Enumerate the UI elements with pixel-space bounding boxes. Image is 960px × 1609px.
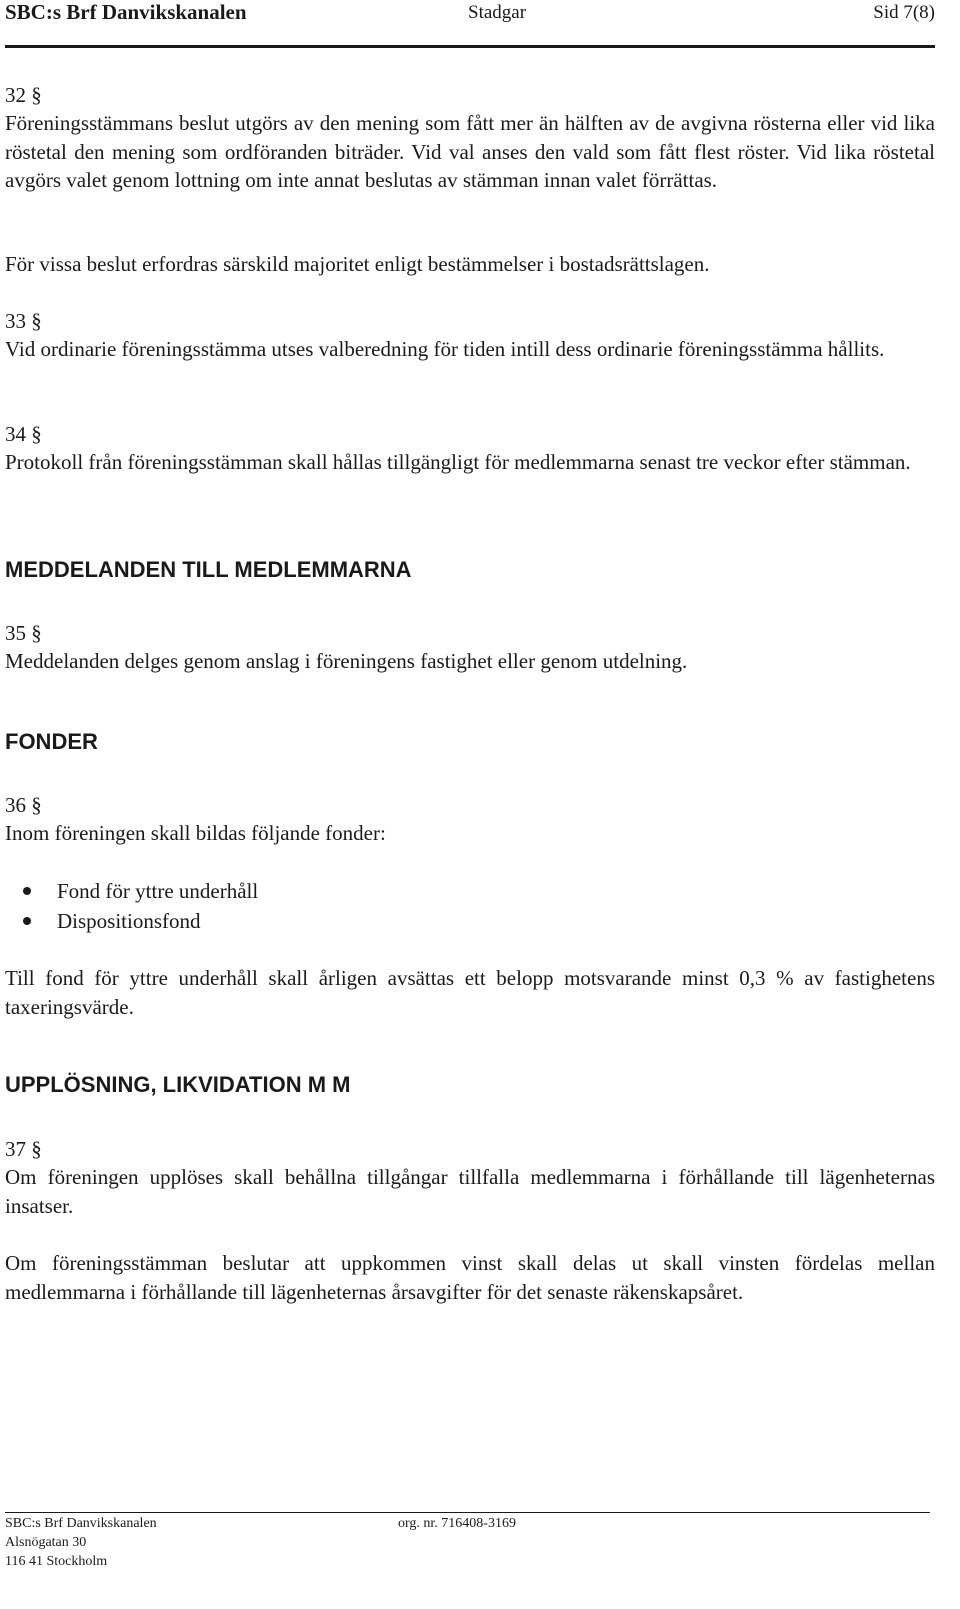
footer-org-number: org. nr. 716408-3169 (398, 1516, 516, 1531)
page-header (5, 0, 935, 48)
bullet-icon (23, 887, 31, 895)
section-33-text: Vid ordinarie föreningsstämma utses valberedning för tiden intill dess ordinarie föreningsstämma hållits. (5, 337, 885, 361)
footer-name: SBC:s Brf Danvikskanalen (5, 1516, 157, 1531)
section-36-text: Till fond för yttre underhåll skall årligen avsättas ett belopp motsvarande minst 0,3 % av fastighetens taxeringsvärde. (5, 966, 935, 1019)
footer-divider (5, 1512, 930, 1513)
section-35-text: Meddelanden delges genom anslag i föreningens fastighet eller genom utdelning. (5, 649, 688, 673)
footer-city: 116 41 Stockholm (5, 1554, 108, 1569)
footer-street: Alsnögatan 30 (5, 1535, 87, 1550)
header-document-type: Stadgar (468, 2, 527, 23)
fund-list (5, 876, 258, 936)
section-number-33: 33 § (5, 309, 42, 333)
section-number-36: 36 § (5, 793, 42, 817)
section-34-text: Protokoll från föreningsstämman skall hållas tillgängligt för medlemmarna senast tre veckor efter stämman. (5, 450, 911, 474)
section-32-paragraph-1: Föreningsstämmans beslut utgörs av den mening som fått mer än hälften av de avgivna rösterna eller vid lika röstetal den mening som ordföranden biträder. Vid val anses den vald som fått flest röster. Vid lika röstetal avgörs valet genom lottning om inte annat beslutas av stämman innan valet förrättas. (5, 111, 935, 192)
heading-upplosning: UPPLÖSNING, LIKVIDATION M M (5, 1072, 351, 1097)
section-36-intro: Inom föreningen skall bildas följande fonder: (5, 821, 386, 845)
list-item: Dispositionsfond (5, 906, 258, 936)
section-37-paragraph-1: Om föreningen upplöses skall behållna tillgångar tillfalla medlemmarna i förhållande till lägenheternas insatser. (5, 1165, 935, 1218)
heading-meddelanden: MEDDELANDEN TILL MEDLEMMARNA (5, 557, 412, 582)
heading-fonder: FONDER (5, 729, 98, 754)
section-number-32: 32 § (5, 83, 42, 107)
section-number-37: 37 § (5, 1137, 42, 1161)
bullet-icon (23, 917, 31, 925)
list-item: Fond för yttre underhåll (5, 876, 258, 906)
header-title: SBC:s Brf Danvikskanalen (5, 0, 247, 24)
header-page-number: Sid 7(8) (873, 2, 935, 23)
section-37-paragraph-2: Om föreningsstämman beslutar att uppkommen vinst skall delas ut skall vinsten fördelas mellan medlemmarna i förhållande till lägenheternas årsavgifter för det senaste räkenskapsåret. (5, 1251, 935, 1304)
section-number-34: 34 § (5, 422, 42, 446)
section-32-paragraph-2: För vissa beslut erfordras särskild majoritet enligt bestämmelser i bostadsrättslagen. (5, 252, 710, 276)
section-number-35: 35 § (5, 621, 42, 645)
